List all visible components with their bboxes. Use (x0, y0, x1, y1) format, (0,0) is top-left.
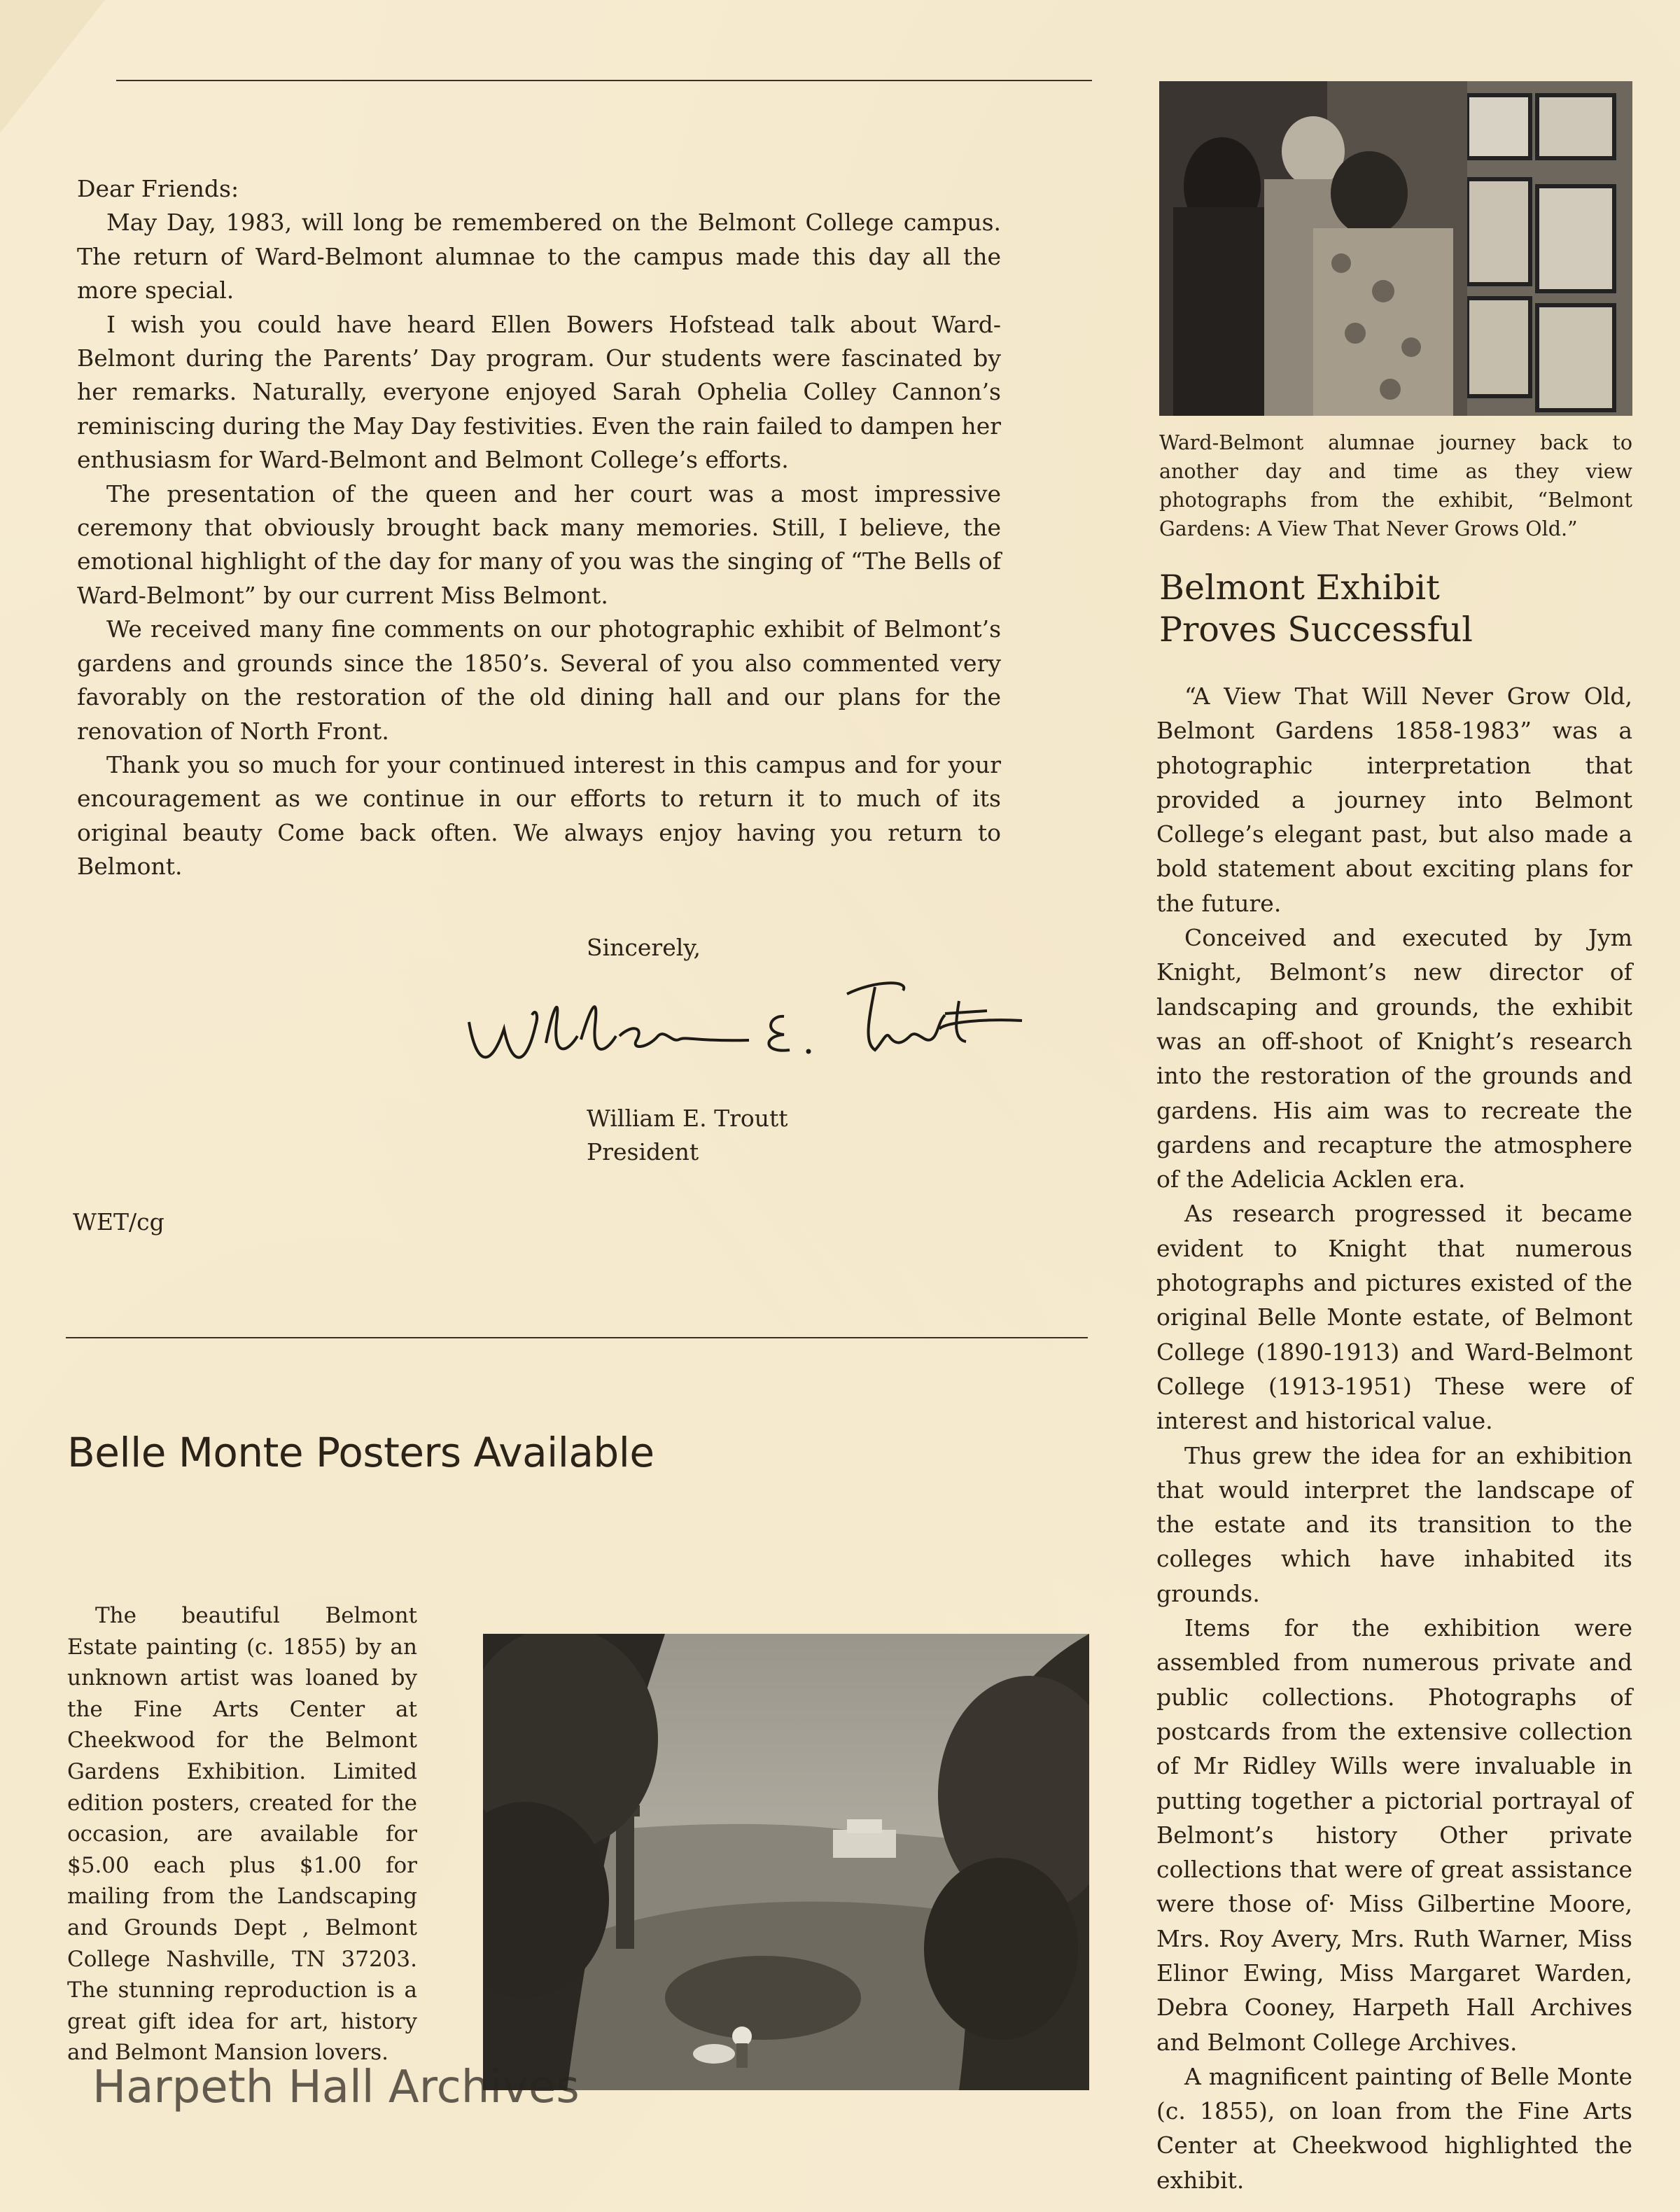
president-letter (77, 172, 1001, 884)
letter-paragraph: Thank you so much for your continued interest in this campus and for your encouragement as we continue in our efforts to return it to much of its original beauty Come back often. We always enjoy having you return to Belmont. (77, 750, 1001, 881)
exhibit-paragraph: “A View That Will Never Grow Old, Belmont Gardens 1858-1983” was a photographic interpretation that provided a journey into Belmont College’s elegant past, but also made a bold statement about exciting plans for the future. (1156, 682, 1632, 917)
alumnae-photo-drawing (1159, 81, 1632, 416)
signer-name: William E. Troutt (587, 1105, 788, 1132)
alumnae-photo (1159, 81, 1632, 416)
folded-corner (0, 0, 105, 133)
exhibit-article-body (1156, 679, 1632, 2197)
signer-title: President (587, 1138, 699, 1166)
posters-paragraph: The beautiful Belmont Estate painting (c. 1855) by an unknown artist was loaned by the Fine Arts Center at Cheekwood for the Belmont Gardens Exhibition. Limited edition posters, created for the occasion, are available for $5.00 each plus $1.00 for mailing from the Landscaping and Grounds Dept , Belmont College Nashville, TN 37203. The stunning reproduction is a great gift idea for art, history and Belmont Mansion lovers. (67, 1603, 417, 2066)
exhibit-paragraph: As research progressed it became evident to Knight that numerous photographs and pictures existed of the original Belle Monte estate, of Belmont College (1890-1913) and Ward-Belmont College (1913-1951) These were of interest and historical value. (1156, 1200, 1632, 1435)
letter-paragraph: May Day, 1983, will long be remembered on the Belmont College campus. The return of Ward-Belmont alumnae to the campus made this day all the more special. (77, 209, 1001, 304)
archive-watermark: Harpeth Hall Archives (92, 2062, 580, 2113)
letter-paragraph: We received many fine comments on our photographic exhibit of Belmont’s gardens and grounds since the 1850’s. Several of you also commented very favorably on the restoration of the old dining hall and our plans for the renovation of North Front. (77, 615, 1001, 745)
exhibit-paragraph: Conceived and executed by Jym Knight, Belmont’s new director of landscaping and grounds, the exhibit was an off-shoot of Knight’s research into the restoration of the grounds and gardens. His aim was to recreate the gardens and recapture the atmosphere of the Adelicia Acklen era. (1156, 924, 1632, 1194)
posters-headline: Belle Monte Posters Available (67, 1429, 654, 1476)
exhibit-headline-line: Proves Successful (1159, 610, 1473, 650)
exhibit-paragraph: A magnificent painting of Belle Monte (c. 1855), on loan from the Fine Arts Center at Cheekwood highlighted the exhibit. (1156, 2062, 1632, 2194)
belle-monte-painting (483, 1634, 1089, 2090)
exhibit-headline (1159, 567, 1473, 651)
letter-paragraph: The presentation of the queen and her court was a most impressive ceremony that obviously brought back many memories. Still, I believe, the emotional highlight of the day for many of you was the singing of “The Bells of Ward-Belmont” by our current Miss Belmont. (77, 479, 1001, 609)
letter-salutation: Dear Friends: (77, 175, 239, 202)
painting-drawing (483, 1634, 1089, 2090)
letter-initials: WET/cg (73, 1208, 164, 1236)
letter-closing: Sincerely, (587, 934, 701, 961)
letter-paragraph: I wish you could have heard Ellen Bowers Hofstead talk about Ward-Belmont during the Parents’ Day program. Our students were fascinated by her remarks. Naturally, everyone enjoyed Sarah Ophelia Colley Cannon’s reminiscing during the May Day festivities. Even the rain failed to dampen her enthusiasm for Ward-Belmont and Belmont College’s efforts. (77, 310, 1001, 474)
exhibit-paragraph: Thus grew the idea for an exhibition that would interpret the landscape of the estate and its transition to the colleges which have inhabited its grounds. (1156, 1441, 1632, 1607)
photo-caption: Ward-Belmont alumnae journey back to another day and time as they view photographs from the exhibit, “Belmont Gardens: A View That Never Grows Old.” (1159, 431, 1632, 540)
section-rule (66, 1337, 1088, 1338)
exhibit-headline-line: Belmont Exhibit (1159, 568, 1440, 608)
top-rule (116, 80, 1092, 81)
signature (455, 966, 1071, 1085)
exhibit-paragraph: Items for the exhibition were assembled from numerous private and public collections. Photographs of postcards from the extensive collection of Mr Ridley Wills were invaluable in putting together a pictorial portrayal of Belmont’s history Other private collections that were of great assistance were those of· Miss Gilbertine Moore, Mrs. Roy Avery, Mrs. Ruth Warner, Miss Elinor Ewing, Miss Margaret Warden, Debra Cooney, Harpeth Hall Archives and Belmont College Archives. (1156, 1614, 1632, 2056)
posters-article-body (67, 1600, 417, 2068)
